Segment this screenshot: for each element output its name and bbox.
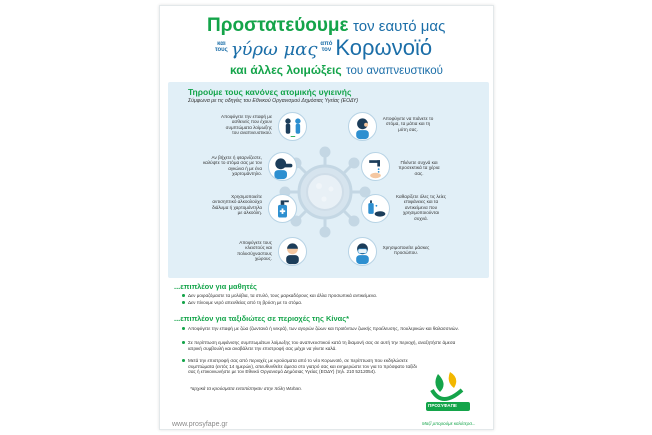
title-around-us: γύρω μας (230, 39, 318, 60)
travelers-bullet: Μετά την επιστροφή σας από περιοχές με κρούσματα από το νέο Κορωνοϊό, σε περίπτωση που εκδηλώσετε συμπτώματα (εντός 14 ημερών), απευθυνθείτε άμεσα στο γιατρό σας και ενημερώστε τον για το πρόσφατο ταξίδι σας ή επικοινωνήστε με τον Εθνικό Οργανισμό Δημόσιας Υγείας (ΕΟΔΥ) (τηλ. 210 5212054). (188, 358, 420, 375)
tip-sanitizer: Χρησιμοποιείτε αντισηπτικό αλκοολούχο διάλυμα ή χαρτομάντηλο με αλκοόλη. (212, 194, 262, 216)
crowd-icon (278, 237, 307, 266)
tip-face-masks: Χρησιμοποιείτε μάσκες προσώπου. (382, 245, 430, 256)
travelers-title: ...επιπλέον για ταξιδιώτες σε περιοχές της Κίνας* (174, 314, 350, 323)
title-stack-left (215, 41, 228, 53)
mask-icon (348, 237, 377, 266)
cough-icon (268, 152, 297, 181)
footnote: *αρχικά τα κρούσματα εντοπίστηκαν στην πόλη Wuhan. (190, 386, 302, 391)
students-title: ...επιπλέον για μαθητές (174, 282, 257, 291)
hygiene-title: Τηρούμε τους κανόνες ατομικής υγιεινής (188, 87, 352, 97)
title-respiratory: του αναπνευστικού (346, 65, 443, 77)
tip-clean-surfaces: Καθαρίζετε όλες τις λείες επιφάνειες και τα αντικείμενα που χρησιμοποιούνται συχνά. (396, 194, 446, 221)
logo-text: ΠΡΟΣΥΦΑΠΕ (428, 403, 457, 408)
tip-cough-elbow: Αν βήχετε ή φταρνίζεστε, καλύψτε το στόμα σας με τον αγκώνα ή με ένα χαρτομάντηλο. (203, 155, 262, 177)
title-line-2 (212, 37, 432, 59)
tagline: Μαζί μπορούμε καλύτερα... (422, 421, 476, 426)
poster-header (160, 6, 494, 80)
travelers-bullet: Αποφύγετε την επαφή με ζώα (ζωντανά ή νεκρά), των αγορών ζώων και προϊόντων ζωικής προέλευσης, πουλερικών και θαλασσινών. (188, 326, 468, 332)
title-line-1 (207, 16, 445, 35)
title-other-infections: και άλλες λοιμώξεις (230, 63, 342, 77)
distance-icon (278, 112, 307, 141)
tip-avoid-sick: Αποφύγετε την επαφή με ασθενείς που έχουν συμπτώματα λοίμωξης του αναπνευστικού. (221, 114, 272, 136)
stack-word: τον (321, 47, 332, 53)
title-stack-right (320, 41, 332, 53)
title-protect: Προστατεύουμε (207, 15, 349, 36)
tip-no-face-touch: Αποφύγετε να πιάνετε το στόμα, τα μάτια και τη μύτη σας. (382, 116, 434, 132)
cleaning-icon (361, 194, 390, 223)
travelers-bullet: Σε περίπτωση εμφάνισης συμπτωμάτων λοίμωξης του αναπνευστικού κατά τη διαμονή σας σε αυτή την περιοχή, αναζητήστε άμεσα ιατρική συμβουλή και αναβάλετε την επιστροφή σας μέχρι να γίνετε καλά. (188, 340, 468, 351)
title-line-3 (230, 62, 443, 78)
title-ourselves: τον εαυτό μας (353, 18, 446, 35)
hygiene-subtitle: Σύμφωνα με τις οδηγίες του Εθνικού Οργανισμού Δημόσιας Υγείας (ΕΟΔΥ) (188, 98, 359, 104)
stack-word: τους (215, 47, 228, 53)
face-touch-icon (348, 112, 377, 141)
stack-word: και (217, 41, 226, 47)
poster (159, 5, 494, 430)
students-bullet: Δεν μοιραζόμαστε τα μολύβια, τα στυλό, τους μαρκαδόρους και άλλα προσωπικά αντικείμενα. (188, 293, 473, 299)
prosyfape-logo (420, 368, 476, 418)
handwash-icon (361, 152, 390, 181)
website-link[interactable]: www.prosyfape.gr (172, 421, 228, 428)
title-coronavirus: Κορωνοϊό (335, 35, 433, 60)
stack-word: από (320, 41, 333, 47)
sanitizer-icon (268, 194, 297, 223)
students-bullet: Δεν πίνουμε νερό απευθείας από τη βρύση με το στόμα. (188, 300, 473, 306)
tip-avoid-crowds: Αποφύγετε τους κλειστούς και πολυσύχναστους χώρους. (237, 240, 272, 262)
hygiene-panel (168, 82, 489, 278)
tip-wash-hands: Πλένετε συχνά και προσεκτικά τα χέρια σας. (398, 160, 440, 176)
